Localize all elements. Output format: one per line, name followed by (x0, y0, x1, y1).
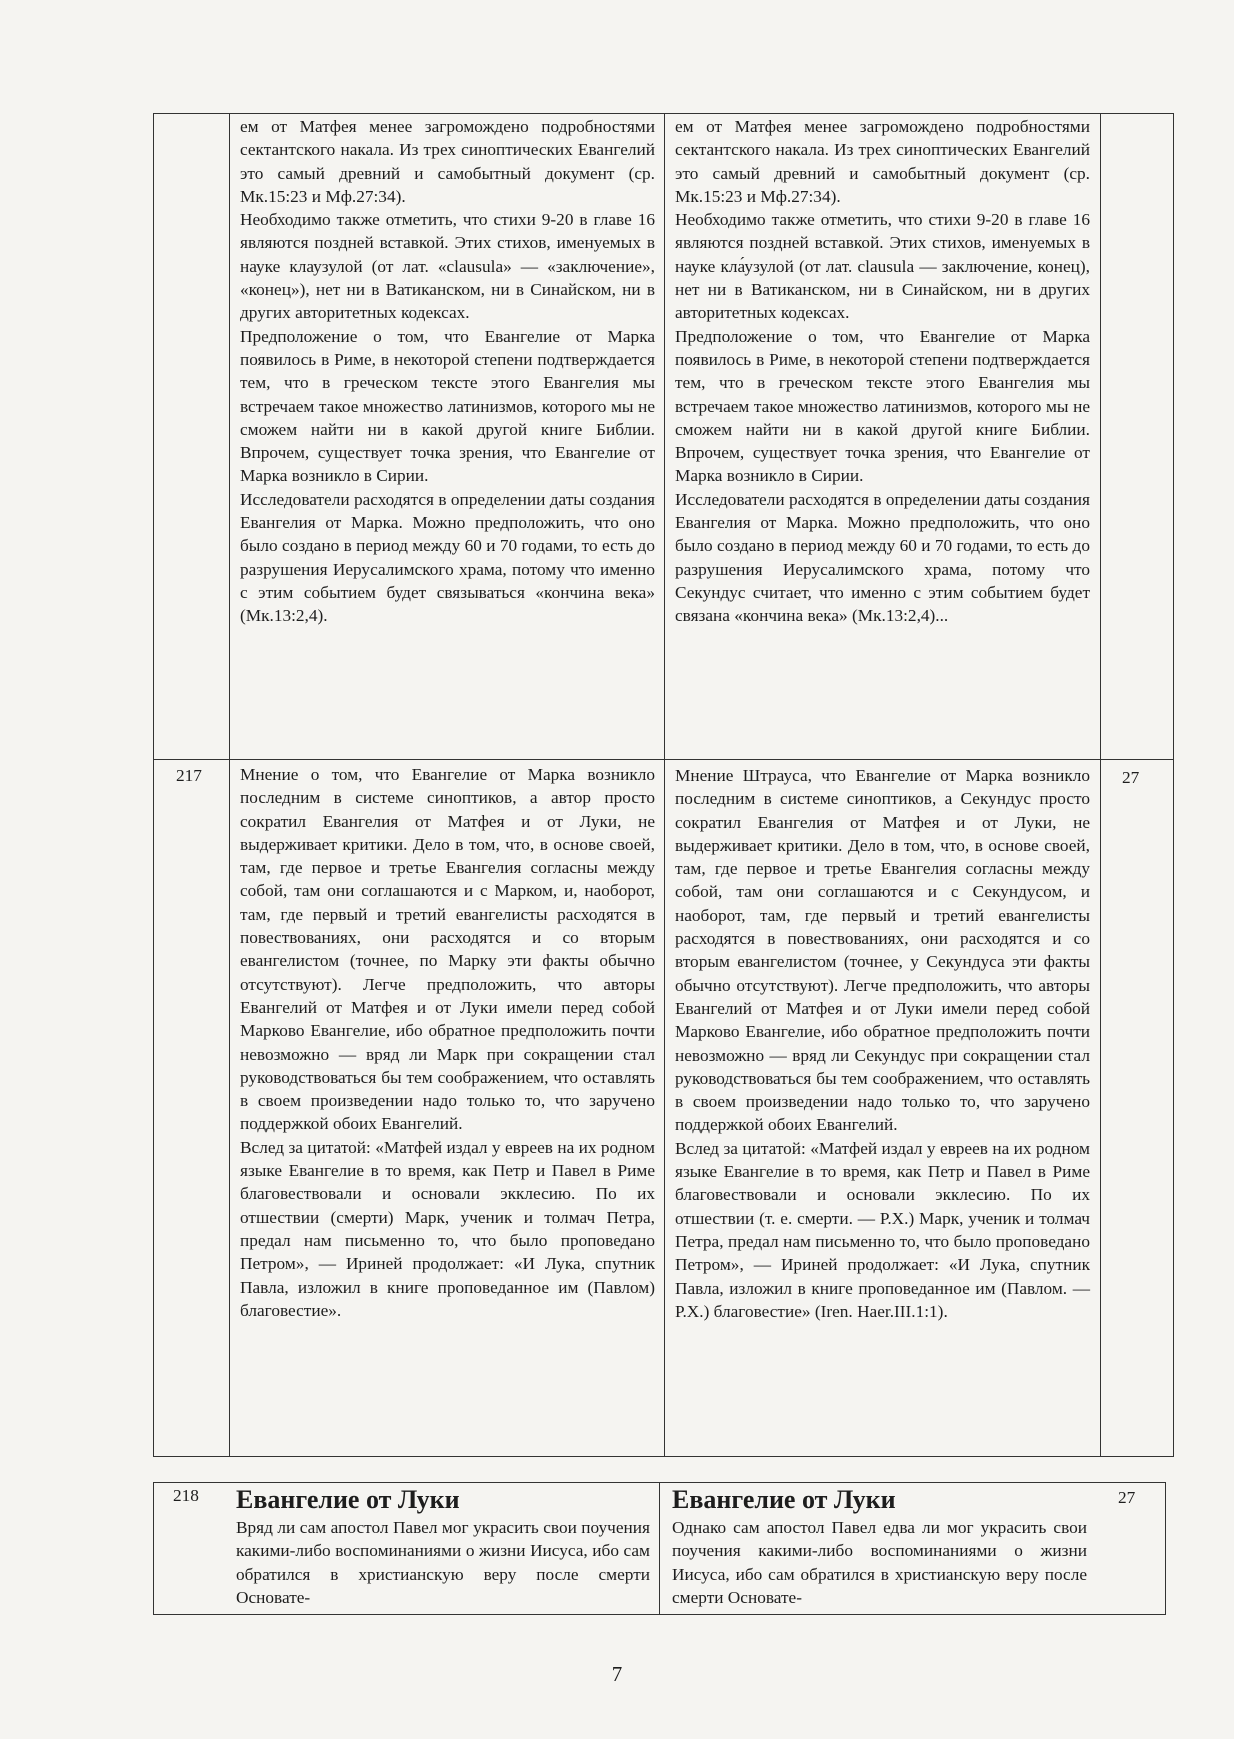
paragraph: Однако сам апостол Павел едва ли мог украсить свои поучения какими-либо воспоминаниями о жизни Иисуса, ибо сам обратился в христианскую веру после смерти Основате- (672, 1518, 1087, 1607)
section-heading: Евангелие от Луки (672, 1485, 896, 1514)
paragraph: Исследователи расходятся в определении даты создания Евангелия от Марка. Можно предположить, что оно было создано в период между 60 и 70 годами, то есть до разрушения Иерусалимского храма, потому что именно с этим событием будет связываться «кончина века» (Мк.13:2,4). (240, 489, 655, 626)
column-divider-middle (659, 1483, 660, 1614)
paragraph: Вряд ли сам апостол Павел мог украсить свои поучения какими-либо воспоминаниями о жизни Иисуса, ибо сам обратился в христианскую веру после смерти Основате- (236, 1518, 650, 1607)
block2-left-text (240, 763, 655, 1322)
block1-left-text (240, 115, 655, 628)
section-heading: Евангелие от Луки (236, 1485, 460, 1514)
paragraph: ем от Матфея менее загромождено подробностями сектантского накала. Из трех синоптических Евангелий это самый древний и самобытный документ (ср. Мк.15:23 и Мф.27:34). (240, 117, 655, 206)
block2-right-number: 27 (1122, 768, 1140, 787)
block3-right-text (672, 1484, 1087, 1609)
paragraph: Необходимо также отметить, что стихи 9-20 в главе 16 являются поздней вставкой. Этих стихов, именуемых в науке кла́узулой (от лат. clausula — заключение, конец), нет ни в Ватиканском, ни в Синайском, ни в других авторитетных кодексах. (675, 210, 1090, 323)
block3-left-number: 218 (173, 1486, 199, 1505)
paragraph: ем от Матфея менее загромождено подробностями сектантского накала. Из трех синоптических Евангелий это самый древний и самобытный документ (ср. Мк.15:23 и Мф.27:34). (675, 117, 1090, 206)
paragraph: Исследователи расходятся в определении даты создания Евангелия от Марка. Можно предположить, что оно было создано в период между 60 и 70 годами, то есть до разрушения Иерусалимского храма, потому что Секундус считает, что именно с этим событием будет связана «кончина века» (Мк.13:2,4)... (675, 489, 1090, 626)
paragraph: Необходимо также отметить, что стихи 9-20 в главе 16 являются поздней вставкой. Этих стихов, именуемых в науке клаузулой (от лат. «clausula» — «заключение», «конец»), нет ни в Ватиканском, ни в Синайском, ни в других авторитетных кодексах. (240, 210, 655, 323)
paragraph: Мнение Штрауса, что Евангелие от Марка возникло последним в системе синоптиков, а Секундус просто сократил Евангелия от Матфея и от Луки, не выдерживает критики. Дело в том, что, в основе своей, там, где первое и третье Евангелия согласны между собой, там они соглашаются и с Секундусом, и наоборот, там, где первый и третий евангелисты расходятся в повествованиях, они расходятся и со вторым евангелистом (точнее, у Секундуса эти факты обычно отсутствуют). Легче предположить, что авторы Евангелий от Матфея и от Луки имели перед собой Марково Евангелие, ибо обратное предположить почти невозможно — вряд ли Секундус при сокращении стал руководствоваться бы тем соображением, что оставлять в своем произведении надо только то, что заручено поддержкой обоих Евангелий. (675, 766, 1090, 1135)
paragraph: Мнение о том, что Евангелие от Марка возникло последним в системе синоптиков, а автор просто сократил Евангелия от Матфея и от Луки, не выдерживает критики. Дело в том, что, в основе своей, там, где первое и третье Евангелия согласны между собой, там они соглашаются и с Марком, и, наоборот, там, где первый и третий евангелисты расходятся в повествованиях, они расходятся и со вторым евангелистом (точнее, по Марку эти факты обычно отсутствуют). Легче предположить, что авторы Евангелий от Матфея и от Луки имели перед собой Марково Евангелие, ибо обратное предположить почти невозможно — вряд ли Марк при сокращении стал руководствоваться бы тем соображением, что оставлять в своем произведении надо только то, что заручено поддержкой обоих Евангелий. (240, 765, 655, 1134)
row-divider (154, 759, 1173, 760)
paragraph: Вслед за цитатой: «Матфей издал у евреев на их родном языке Евангелие в то время, как Петр и Павел в Риме благовествовали и основали экклесию. По их отшествии (смерти) Марк, ученик и толмач Петра, предал нам письменно то, что было проповедано Петром», — Ириней продолжает: «И Лука, спутник Павла, изложил в книге проповеданное им (Павлом) благовестие». (240, 1137, 655, 1320)
page-number: 7 (611, 1662, 623, 1686)
column-divider-left (229, 114, 230, 1456)
block1-right-text (675, 115, 1090, 628)
block2-left-number: 217 (176, 766, 202, 785)
column-divider-right (1100, 114, 1101, 1456)
block3-left-text (236, 1484, 650, 1609)
block2-right-text (675, 764, 1090, 1323)
column-divider-middle (664, 114, 665, 1456)
paragraph: Вслед за цитатой: «Матфей издал у евреев на их родном языке Евангелие в то время, как Петр и Павел в Риме благовествовали и основали экклесию. По их отшествии (т. е. смерти. — Р.Х.) Марк, ученик и толмач Петра, предал нам письменно то, что было проповедано Петром», — Ириней продолжает: «И Лука, спутник Павла, изложил в книге проповеданное им (Павлом. — Р.Х.) благовестие» (Iren. Haer.III.1:1). (675, 1138, 1090, 1321)
paragraph: Предположение о том, что Евангелие от Марка появилось в Риме, в некоторой степени подтверждается тем, что в греческом тексте этого Евангелия мы встречаем такое множество латинизмов, которого мы не сможем найти ни в какой другой книге Библии. Впрочем, существует точка зрения, что Евангелие от Марка возникло в Сирии. (240, 326, 655, 486)
paragraph: Предположение о том, что Евангелие от Марка появилось в Риме, в некоторой степени подтверждается тем, что в греческом тексте этого Евангелия мы встречаем такое множество латинизмов, которого мы не сможем найти ни в какой другой книге Библии. Впрочем, существует точка зрения, что Евангелие от Марка возникло в Сирии. (675, 326, 1090, 486)
block3-right-number: 27 (1118, 1488, 1136, 1507)
